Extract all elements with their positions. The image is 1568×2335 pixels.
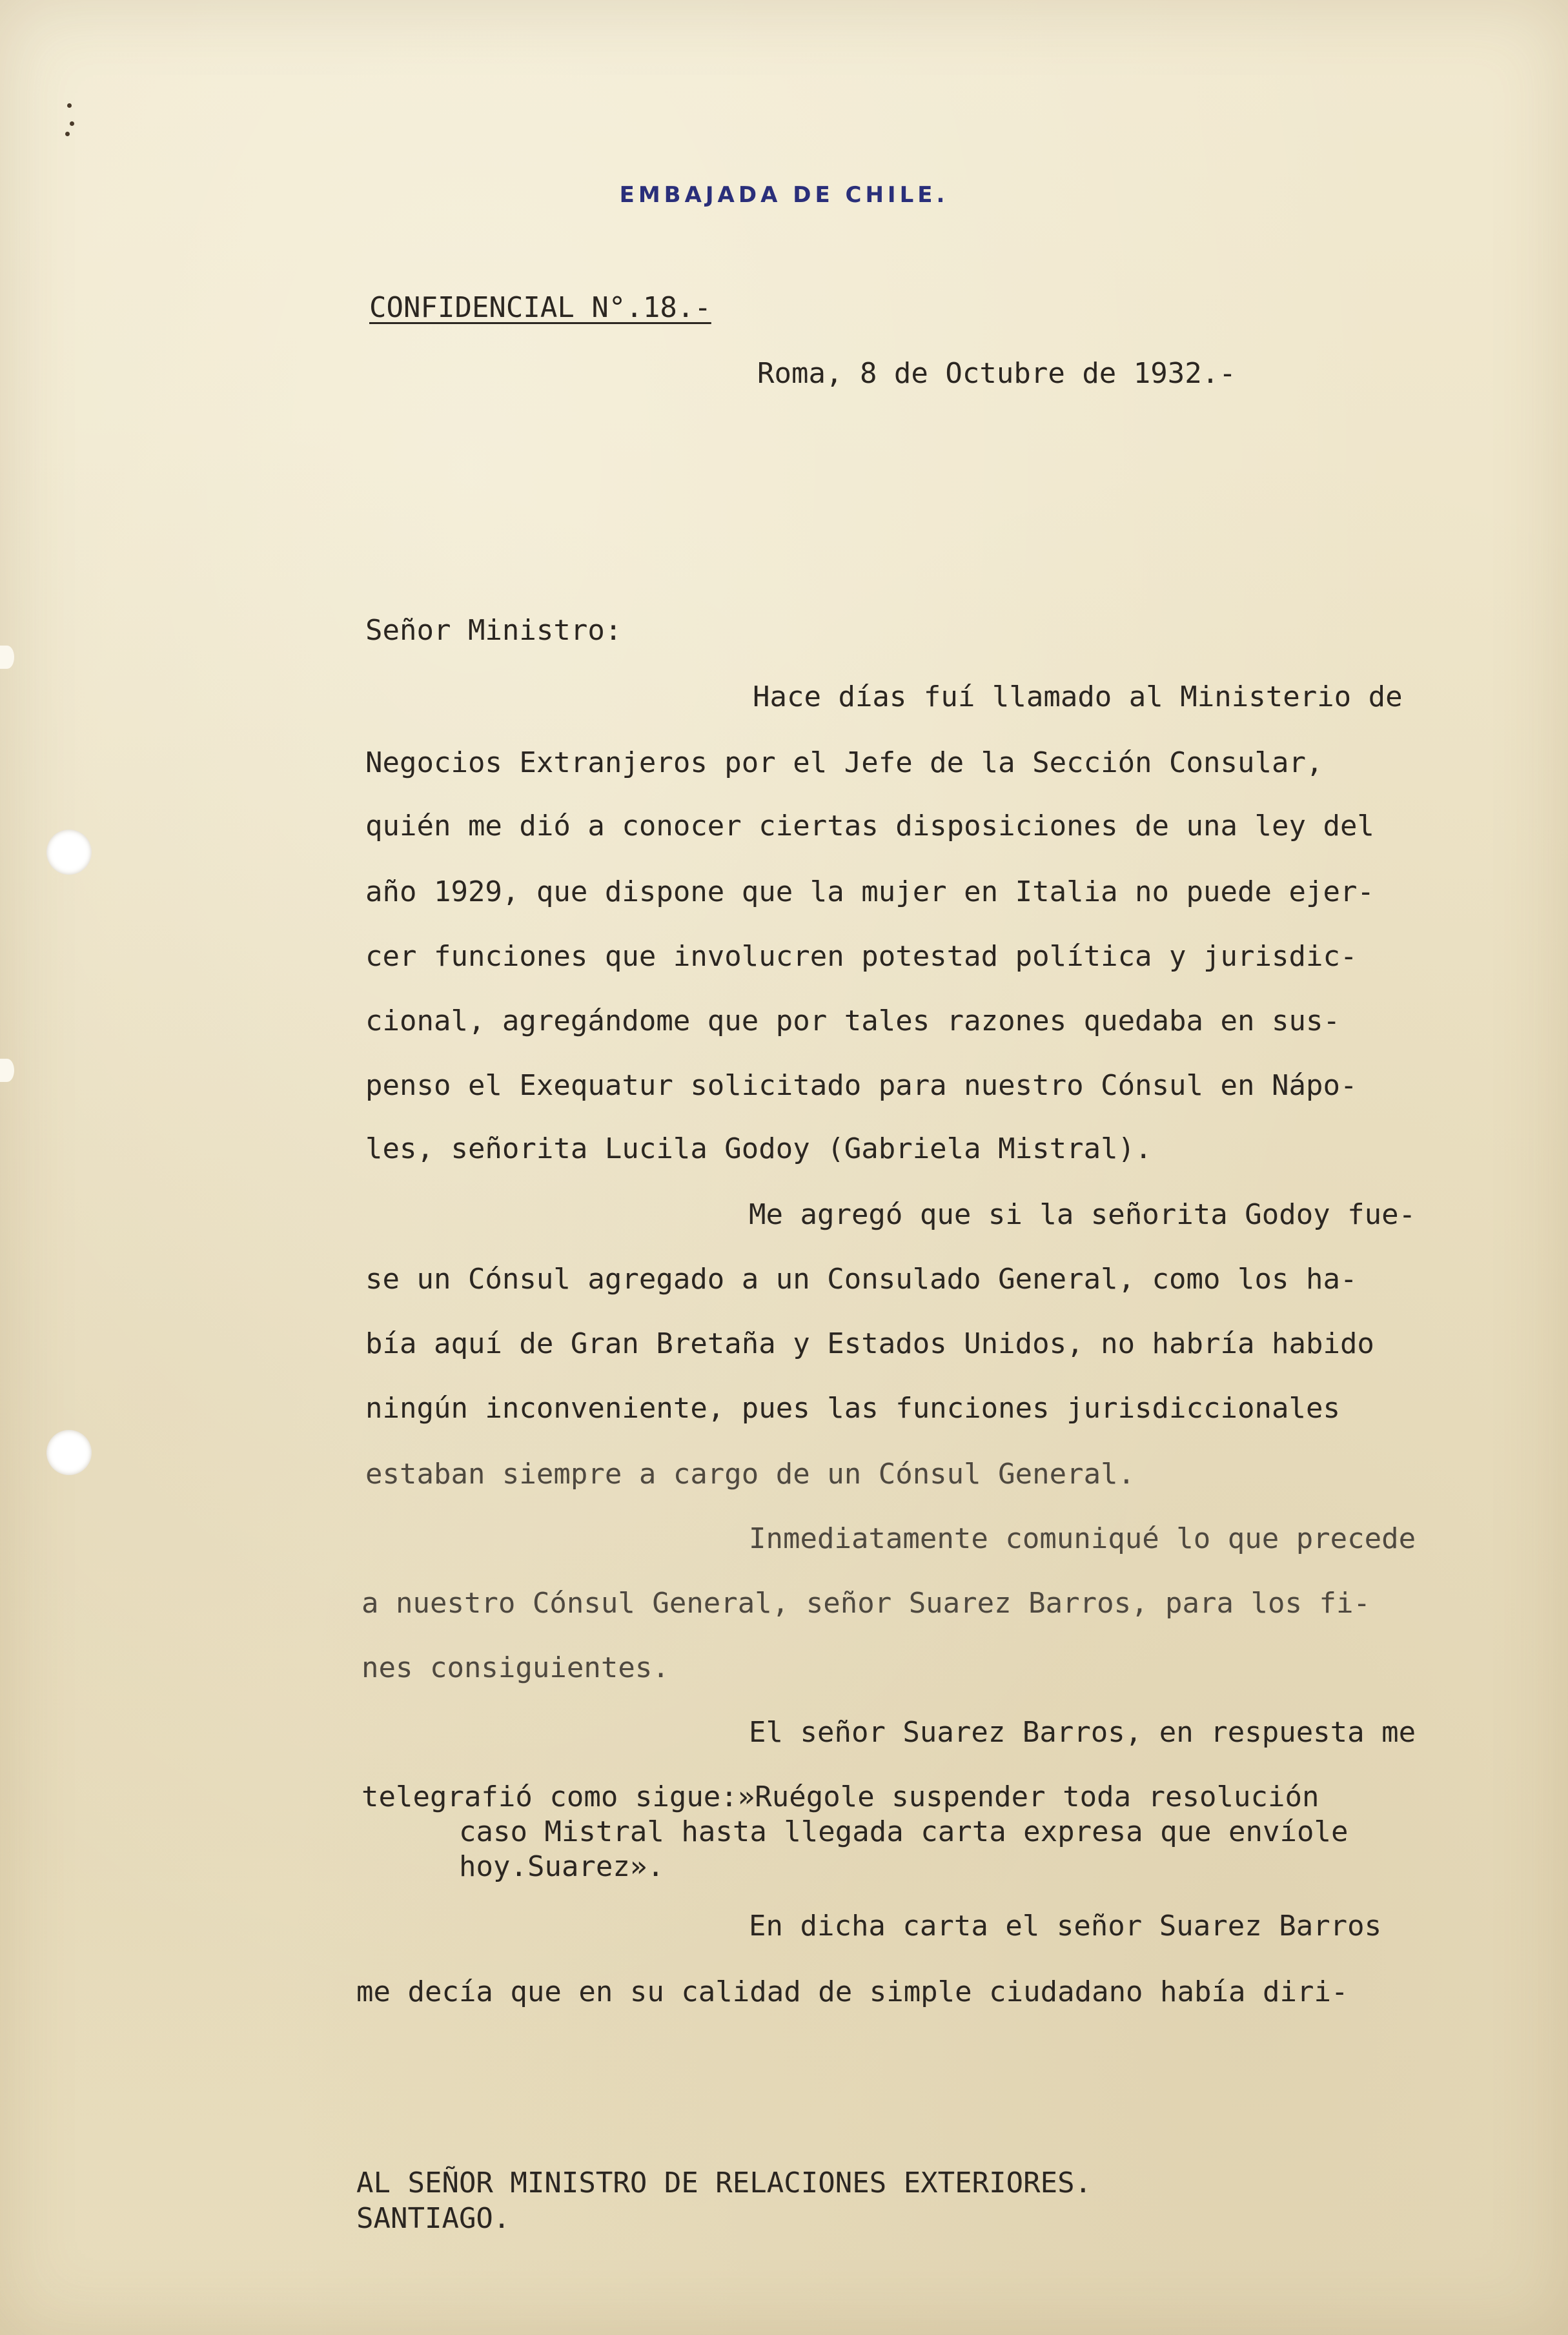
body-line: Me agregó que si la señorita Godoy fue- xyxy=(749,1198,1416,1231)
body-line: ningún inconveniente, pues las funciones jurisdiccionales xyxy=(365,1392,1340,1425)
body-line: se un Cónsul agregado a un Consulado General, como los ha- xyxy=(365,1263,1358,1296)
body-line: cer funciones que involucren potestad política y jurisdic- xyxy=(365,940,1358,973)
body-line: les, señorita Lucila Godoy (Gabriela Mistral). xyxy=(365,1132,1152,1165)
addressee-line: SANTIAGO. xyxy=(356,2202,511,2235)
telegram-line: hoy.Suarez». xyxy=(459,1850,664,1883)
ink-speck xyxy=(67,103,72,108)
ink-speck xyxy=(70,121,74,126)
body-line: me decía que en su calidad de simple ciudadano había diri- xyxy=(356,1975,1349,2008)
letterhead: EMBAJADA DE CHILE. xyxy=(619,182,949,208)
body-line: Hace días fuí llamado al Ministerio de xyxy=(753,680,1403,713)
body-line: telegrafió como sigue:»Ruégole suspender toda resolución xyxy=(361,1780,1319,1813)
body-line: Inmediatamente comuniqué lo que precede xyxy=(749,1522,1416,1555)
paper-tear xyxy=(0,646,14,669)
paper-tear xyxy=(0,1059,14,1082)
body-line: El señor Suarez Barros, en respuesta me xyxy=(749,1716,1416,1749)
body-line: bía aquí de Gran Bretaña y Estados Unidos, no habría habido xyxy=(365,1327,1374,1360)
punch-hole xyxy=(46,830,92,875)
addressee-line: AL SEÑOR MINISTRO DE RELACIONES EXTERIORES. xyxy=(356,2167,1092,2199)
reference-number: CONFIDENCIAL N°.18.- xyxy=(369,291,711,324)
punch-hole xyxy=(46,1430,92,1475)
body-line: penso el Exequatur solicitado para nuestro Cónsul en Nápo- xyxy=(365,1069,1358,1102)
body-line: En dicha carta el señor Suarez Barros xyxy=(749,1910,1382,1942)
body-line: a nuestro Cónsul General, señor Suarez Barros, para los fi- xyxy=(361,1587,1370,1620)
place-date: Roma, 8 de Octubre de 1932.- xyxy=(757,357,1236,390)
body-line: Negocios Extranjeros por el Jefe de la Sección Consular, xyxy=(365,746,1323,779)
body-line: estaban siempre a cargo de un Cónsul General. xyxy=(365,1458,1135,1491)
telegram-line: caso Mistral hasta llegada carta expresa que envíole xyxy=(459,1815,1349,1848)
body-line: quién me dió a conocer ciertas disposiciones de una ley del xyxy=(365,810,1374,842)
body-line: año 1929, que dispone que la mujer en Italia no puede ejer- xyxy=(365,875,1374,908)
body-line: nes consiguientes. xyxy=(361,1651,669,1684)
salutation: Señor Ministro: xyxy=(365,614,622,647)
body-line: cional, agregándome que por tales razones quedaba en sus- xyxy=(365,1004,1340,1037)
ink-speck xyxy=(65,132,70,136)
